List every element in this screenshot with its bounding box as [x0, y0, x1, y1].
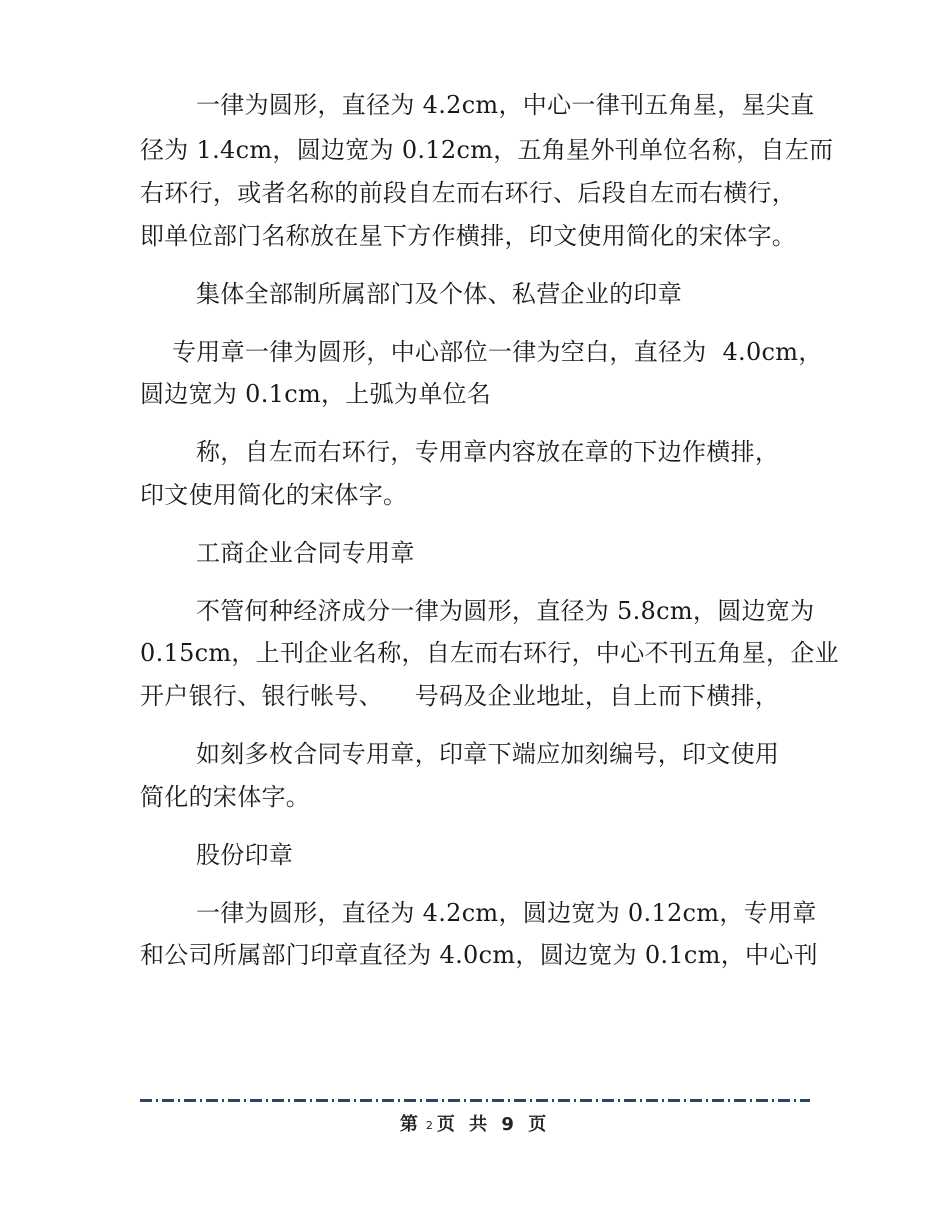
- paragraph-line: 即单位部门名称放在星下方作横排，印文使用简化的宋体字。: [140, 222, 797, 250]
- paragraph-line: 不管何种经济成分一律为圆形，直径为 5.8cm，圆边宽为: [196, 597, 815, 625]
- paragraph-line: 专用章一律为圆形，中心部位一律为空白，直径为 4.0cm，: [172, 338, 823, 366]
- footer-middle: 页 共: [436, 1114, 492, 1135]
- paragraph-line: 简化的宋体字。: [140, 783, 311, 811]
- paragraph-line: 开户银行、银行帐号、 号码及企业地址，自上而下横排，: [140, 682, 780, 710]
- paragraph-line: 一律为圆形，直径为 4.2cm，圆边宽为 0.12cm，专用章: [196, 899, 817, 927]
- paragraph-line: 右环行，或者名称的前段自左而右环行、后段自左而右横行，: [140, 179, 797, 207]
- footer-total-pages: 9: [501, 1114, 518, 1135]
- paragraph-line: 称，自左而右环行，专用章内容放在章的下边作横排，: [196, 438, 780, 466]
- page-footer: [0, 1110, 950, 1136]
- footer-prefix: 第: [399, 1114, 422, 1135]
- section-heading: 工商企业合同专用章: [196, 539, 415, 567]
- footer-divider: [140, 1099, 810, 1102]
- paragraph-line: 径为 1.4cm，圆边宽为 0.12cm，五角星外刊单位名称，自左而: [140, 136, 834, 164]
- paragraph-line: 0.15cm，上刊企业名称，自左而右环行，中心不刊五角星，企业: [140, 639, 839, 667]
- section-heading: 集体全部制所属部门及个体、私营企业的印章: [196, 280, 682, 308]
- paragraph-line: 印文使用简化的宋体字。: [140, 481, 408, 509]
- footer-page-number: 2: [425, 1119, 433, 1132]
- paragraph-line: 如刻多枚合同专用章，印章下端应加刻编号，印文使用: [196, 740, 780, 768]
- paragraph-line: 一律为圆形，直径为 4.2cm，中心一律刊五角星，星尖直: [196, 91, 815, 119]
- paragraph-line: 和公司所属部门印章直径为 4.0cm，圆边宽为 0.1cm，中心刊: [140, 941, 818, 969]
- section-heading: 股份印章: [196, 841, 294, 869]
- paragraph-line: 圆边宽为 0.1cm，上弧为单位名: [140, 380, 492, 408]
- footer-suffix: 页: [528, 1114, 551, 1135]
